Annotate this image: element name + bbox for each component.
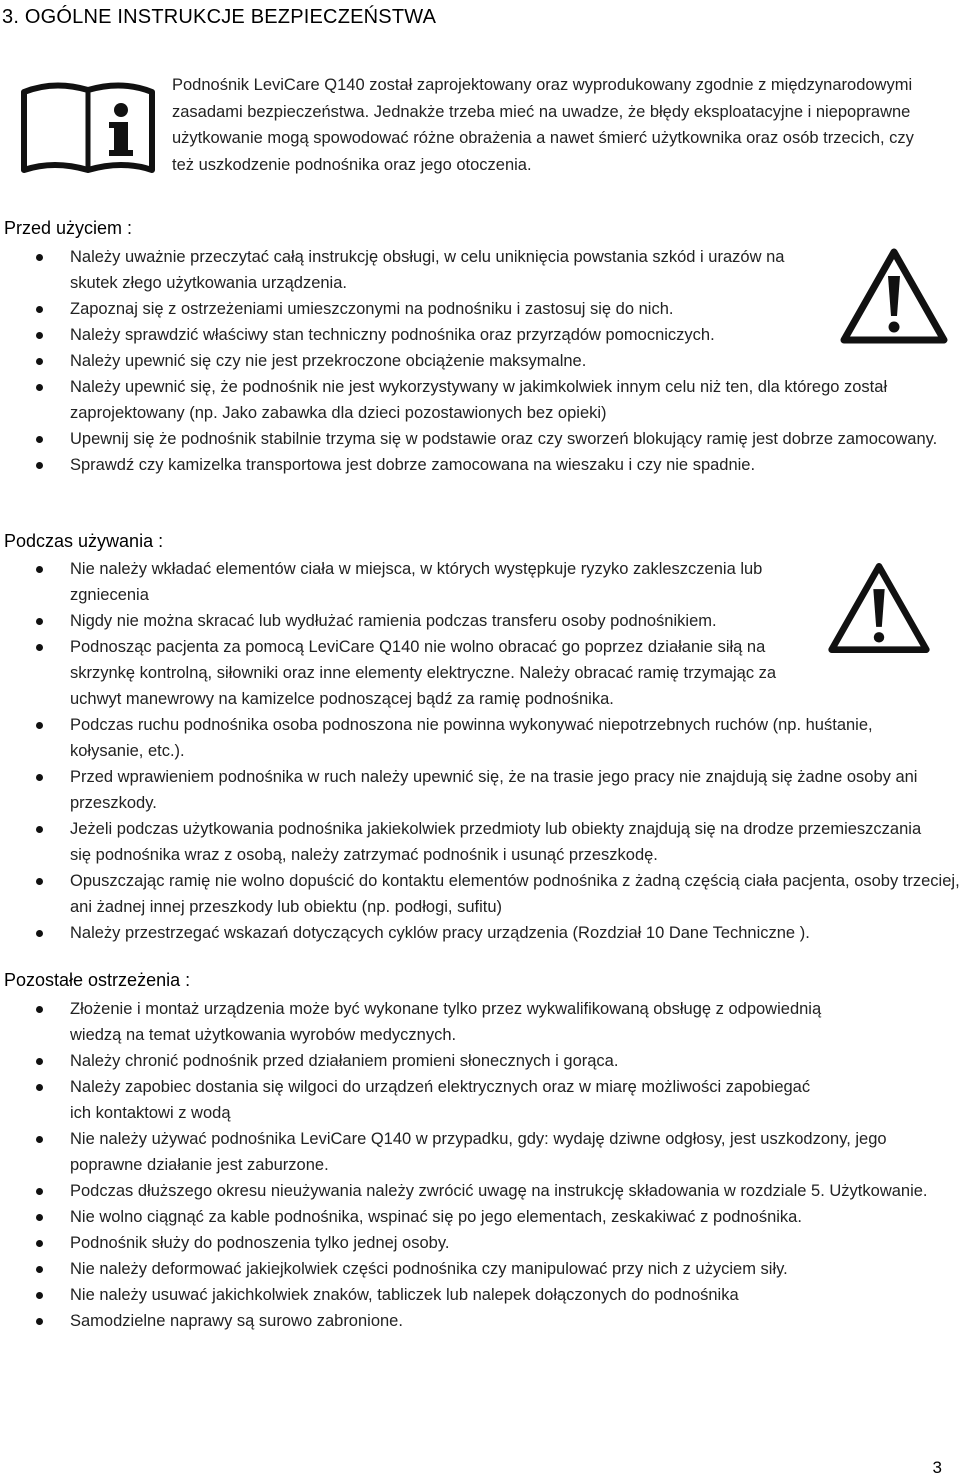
list-item: Należy sprawdzić właściwy stan techniczny podnośnika oraz przyrządów pomocniczych. [0, 322, 800, 348]
list-item: Podczas dłuższego okresu nieużywania należy zwrócić uwagę na instrukcję składowania w rozdziale 5. Użytkowanie. [0, 1178, 930, 1204]
list-item: Należy upewnić się czy nie jest przekroczone obciążenie maksymalne. [0, 348, 800, 374]
list-item: Należy chronić podnośnik przed działaniem promieni słonecznych i gorąca. [0, 1048, 830, 1074]
list-item: Przed wprawieniem podnośnika w ruch należy upewnić się, że na trasie jego pracy nie znajdują się żadne osoby ani przeszkody. [0, 764, 950, 816]
list-item: Sprawdź czy kamizelka transportowa jest dobrze zamocowana na wieszaku i czy nie spadnie. [0, 452, 955, 478]
read-manual-info-icon [18, 80, 158, 176]
list-item: Nigdy nie można skracać lub wydłużać ramienia podczas transferu osoby podnośnikiem. [0, 608, 830, 634]
list-item: Złożenie i montaż urządzenia może być wykonane tylko przez wykwalifikowaną obsługę z odpowiednią wiedzą na temat użytkowania wyrobów medycznych. [0, 996, 830, 1048]
intro-paragraph: Podnośnik LeviCare Q140 został zaprojektowany oraz wyprodukowany zgodnie z międzynarodowymi zasadami bezpieczeństwa. Jednakże trzeba mieć na uwadze, że błędy eksploatacyjne i niepoprawne użytkowanie mogą spowodować różne obrażenia a nawet śmierć użytkownika oraz osób trzecich, czy też uszkodzenie podnośnika oraz jego otoczenia. [172, 76, 914, 174]
list-item: Nie należy wkładać elementów ciała w miejsca, w których występkuje ryzyko zakleszczenia lub zgniecenia [0, 556, 810, 608]
list-item: Nie należy używać podnośnika LeviCare Q140 w przypadku, gdy: wydaję dziwne odgłosy, jest uszkodzony, jego poprawne działanie jest zaburzone. [0, 1126, 950, 1178]
list-item: Podnośnik służy do podnoszenia tylko jednej osoby. [0, 1230, 950, 1256]
list-item: Nie wolno ciągnąć za kable podnośnika, wspinać się po jego elementach, zeskakiwać z podnośnika. [0, 1204, 950, 1230]
list-item: Upewnij się że podnośnik stabilnie trzyma się w podstawie oraz czy sworzeń blokujący ramię jest dobrze zamocowany. [0, 426, 955, 452]
list-item: Podnosząc pacjenta za pomocą LeviCare Q140 nie wolno obracać go poprzez działanie siłą na skrzynkę kontrolną, siłowniki oraz inne elementy elektryczne. Należy obracać ramię trzymając za uchwyt manewrowy na kamizelce podnoszącej bądź za ramię podnośnika. [0, 634, 790, 712]
list-item: Jeżeli podczas użytkowania podnośnika jakiekolwiek przedmioty lub obiekty znajdują się na drodze przemieszczania się podnośnika wraz z osobą, należy zatrzymać podnośnik i usunąć przeszkodę. [0, 816, 930, 868]
list-item: Należy zapobiec dostania się wilgoci do urządzeń elektrycznych oraz w miarę możliwości zapobiegać ich kontaktowi z wodą [0, 1074, 830, 1126]
warning-triangle-icon [826, 560, 932, 656]
list-item: Zapoznaj się z ostrzeżeniami umieszczonymi na podnośniku i zastosuj się do nich. [0, 296, 800, 322]
list-item: Należy przestrzegać wskazań dotyczących cyklów pracy urządzenia (Rozdział 10 Dane Techniczne ). [0, 920, 960, 946]
list-item: Opuszczając ramię nie wolno dopuścić do kontaktu elementów podnośnika z żadną częścią ciała pacjenta, osoby trzeciej, ani żadnej innej przeszkody lub obiektu (np. podłogi, sufitu) [0, 868, 960, 920]
during-use-list [0, 556, 960, 946]
section-heading-before-use: Przed użyciem : [4, 218, 133, 238]
section-number: 3. [2, 6, 20, 28]
list-item: Nie należy usuwać jakichkolwiek znaków, tabliczek lub nalepek dołączonych do podnośnika [0, 1282, 950, 1308]
list-item: Nie należy deformować jakiejkolwiek części podnośnika czy manipulować przy nich z użyciem siły. [0, 1256, 950, 1282]
warning-triangle-icon [838, 246, 950, 346]
section-heading-during-use: Podczas używania : [4, 531, 164, 551]
section-heading-other-warnings: Pozostałe ostrzeżenia : [4, 970, 191, 990]
section-title: OGÓLNE INSTRUKCJE BEZPIECZEŃSTWA [24, 6, 437, 28]
list-item: Podczas ruchu podnośnika osoba podnoszona nie powinna wykonywać niepotrzebnych ruchów (np. huśtanie, kołysanie, etc.). [0, 712, 910, 764]
list-item: Samodzielne naprawy są surowo zabronione. [0, 1308, 950, 1334]
other-warnings-list [0, 996, 940, 1334]
page-heading [2, 6, 436, 29]
list-item: Należy uważnie przeczytać całą instrukcję obsługi, w celu uniknięcia powstania szkód i urazów na skutek złego użytkowania urządzenia. [0, 244, 800, 296]
page-number: 3 [932, 1458, 942, 1477]
list-item: Należy upewnić się, że podnośnik nie jest wykorzystywany w jakimkolwiek innym celu niż ten, dla którego został zaprojektowany (np. Jako zabawka dla dzieci pozostawionych bez opieki) [0, 374, 955, 426]
before-use-list [0, 244, 938, 478]
